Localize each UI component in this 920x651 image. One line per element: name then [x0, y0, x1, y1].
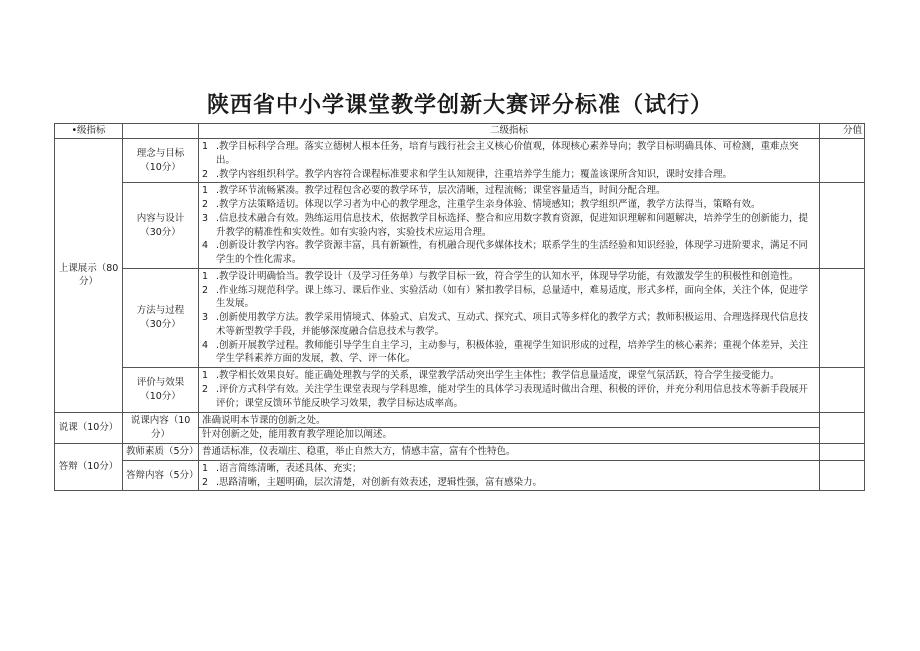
item-number: 4: [202, 339, 209, 351]
criteria-cell: [199, 460, 820, 491]
list-item: [202, 198, 816, 212]
table-row: [55, 412, 865, 444]
item-text: .教学目标科学合理。落实立德树人根本任务，培育与践行社会主义核心价值观，体现核心素养导向；教学目标明确具体、可检测，重难点突出。: [216, 141, 799, 166]
item-text: .信息技术融合有效。熟练运用信息技术，依据教学目标选择、整合和应用数字教育资源，促进知识理解和问题解决，培养学生的创新能力，提升教学的精准性和实效性。如有实验内容，实验技术应运用合理。: [216, 212, 809, 238]
item-text: .教学环节流畅紧凑。教学过程包含必要的教学环节，层次清晰，过程流畅；课堂容量适当，时间分配合理。: [216, 185, 666, 197]
list-item: [202, 168, 816, 182]
sub-indicator: 理念与目标（10分）: [123, 139, 199, 183]
item-number: 3: [202, 312, 209, 324]
item-text: .教学方法策略适切。体现以学习者为中心的教学理念，注重学生亲身体验、情境感知；教学组织严谨，教学方法得当，策略有效。: [216, 199, 761, 211]
list-item: [202, 369, 816, 383]
sub-indicator: 方法与过程（30分）: [123, 268, 199, 367]
list-item: [202, 212, 816, 240]
table-row: [55, 183, 865, 269]
sub-indicator: 说课内容（10分）: [123, 412, 199, 444]
table-row: [55, 460, 865, 491]
item-number: 2: [202, 476, 209, 488]
table-row: [55, 368, 865, 412]
list-item: [202, 462, 816, 476]
criteria-cell: [199, 412, 820, 444]
header-level2: 二级指标: [199, 124, 820, 139]
sub-indicator: 评价与效果（10分）: [123, 368, 199, 412]
score-cell: [820, 444, 865, 461]
table-row: [55, 139, 865, 183]
score-cell: [820, 268, 865, 367]
page-title: 陕西省中小学课堂教学创新大赛评分标准（试行）: [206, 93, 713, 118]
sub-indicator: 内容与设计（30分）: [123, 183, 199, 269]
score-cell: [820, 460, 865, 491]
item-text: .作业练习规范科学。课上练习、课后作业、实验活动（如有）紧扣教学目标，总量适中，难易适度，形式多样，面向全体，关注个体，促进学生发展。: [216, 284, 809, 310]
item-number: 2: [202, 384, 209, 396]
list-item: [202, 270, 816, 284]
list-item: [202, 311, 816, 339]
table-row: [55, 268, 865, 367]
item-text: .创新使用教学方法。教学采用情境式、体验式、启发式、互动式、探究式、项目式等多样化的教学方式；教师积极运用、合理选择现代信息技术等新型教学手段，并能够深度融合信息技术与教学。: [216, 312, 809, 337]
score-cell: [820, 183, 865, 269]
item-number: 1: [202, 462, 209, 474]
criteria-cell: [199, 139, 820, 183]
criteria-cell: [199, 183, 820, 269]
item-number: 1: [202, 185, 209, 197]
table-row: [55, 444, 865, 461]
item-number: 2: [202, 284, 209, 296]
header-score: 分值: [820, 124, 865, 139]
list-item: 准确说明本节课的创新之处。: [202, 414, 326, 426]
item-text: .教学内容组织科学。教学内容符合课程标准要求和学生认知规律，注重培养学生能力；覆盖该课所含知识，课时安排合理。: [216, 168, 733, 180]
sub-indicator: 答辩内容（5分）: [123, 460, 199, 491]
list-item: [202, 140, 816, 168]
item-number: 2: [202, 168, 209, 180]
criteria-cell: [199, 268, 820, 367]
list-item: [202, 184, 816, 198]
item-text: .语言简练清晰，表述具体、充实；: [216, 462, 362, 474]
criteria-cell: 普通话标准，仪表端庄、稳重，举止自然大方，情感丰富，富有个性特色。: [199, 444, 820, 461]
list-item: [202, 284, 816, 312]
list-item: [202, 383, 816, 411]
scoring-table: [54, 123, 865, 491]
item-text: .评价方式科学有效。关注学生课堂表现与学科思维，能对学生的具体学习表现适时做出合理、积极的评价，并充分利用信息技术等新手段展开评价；课堂反馈环节能反映学习效果，教学目标达成率高。: [216, 384, 809, 409]
header-level1: •级指标: [55, 124, 123, 139]
score-cell: [820, 139, 865, 183]
list-item: 针对创新之处，能用教育教学理论加以阐述。: [199, 427, 819, 442]
item-number: 3: [202, 212, 209, 224]
item-text: .思路清晰，主题明确，层次清楚，对创新有效表述，逻辑性强，富有感染力。: [216, 476, 543, 488]
item-text: .教学设计明确恰当。教学设计（及学习任务单）与教学目标一致，符合学生的认知水平，体现导学功能，有效激发学生的积极性和创造性。: [216, 270, 799, 282]
item-number: 4: [202, 240, 209, 252]
item-text: .创新开展教学过程。教师能引导学生自主学习，主动参与，积极体验，重视学生知识形成的过程，培养学生的核心素养；重视个体差异，关注学生学科素养方面的发展，教、学、评一体化。: [216, 339, 809, 365]
table-header-row: [55, 124, 865, 139]
item-number: 1: [202, 141, 209, 152]
list-item: [202, 476, 816, 490]
list-item: [202, 339, 816, 367]
item-text: .创新设计教学内容。教学资源丰富，具有新颖性，有机融合现代多媒体技术；联系学生的生活经验和知识经验，体现学习进阶要求，满足不同学生的个性化需求。: [216, 240, 809, 266]
list-item: [202, 239, 816, 267]
sub-indicator: 教师素质（5分）: [123, 444, 199, 461]
score-cell: [820, 412, 865, 444]
item-number: 2: [202, 199, 209, 211]
criteria-cell: [199, 368, 820, 412]
item-number: 1: [202, 270, 209, 282]
header-empty: [123, 124, 199, 139]
item-number: 1: [202, 370, 209, 382]
group-defense: 答辩（10分）: [55, 444, 123, 491]
group-talk: 说课（10分）: [55, 412, 123, 444]
score-cell: [820, 368, 865, 412]
group-display: 上课展示（80分）: [55, 139, 123, 413]
item-text: .教学相长效果良好。能正确处理教与学的关系，课堂教学活动突出学生主体性；教学信息量适度，课堂气氛活跃，符合学生接受能力。: [216, 370, 780, 382]
